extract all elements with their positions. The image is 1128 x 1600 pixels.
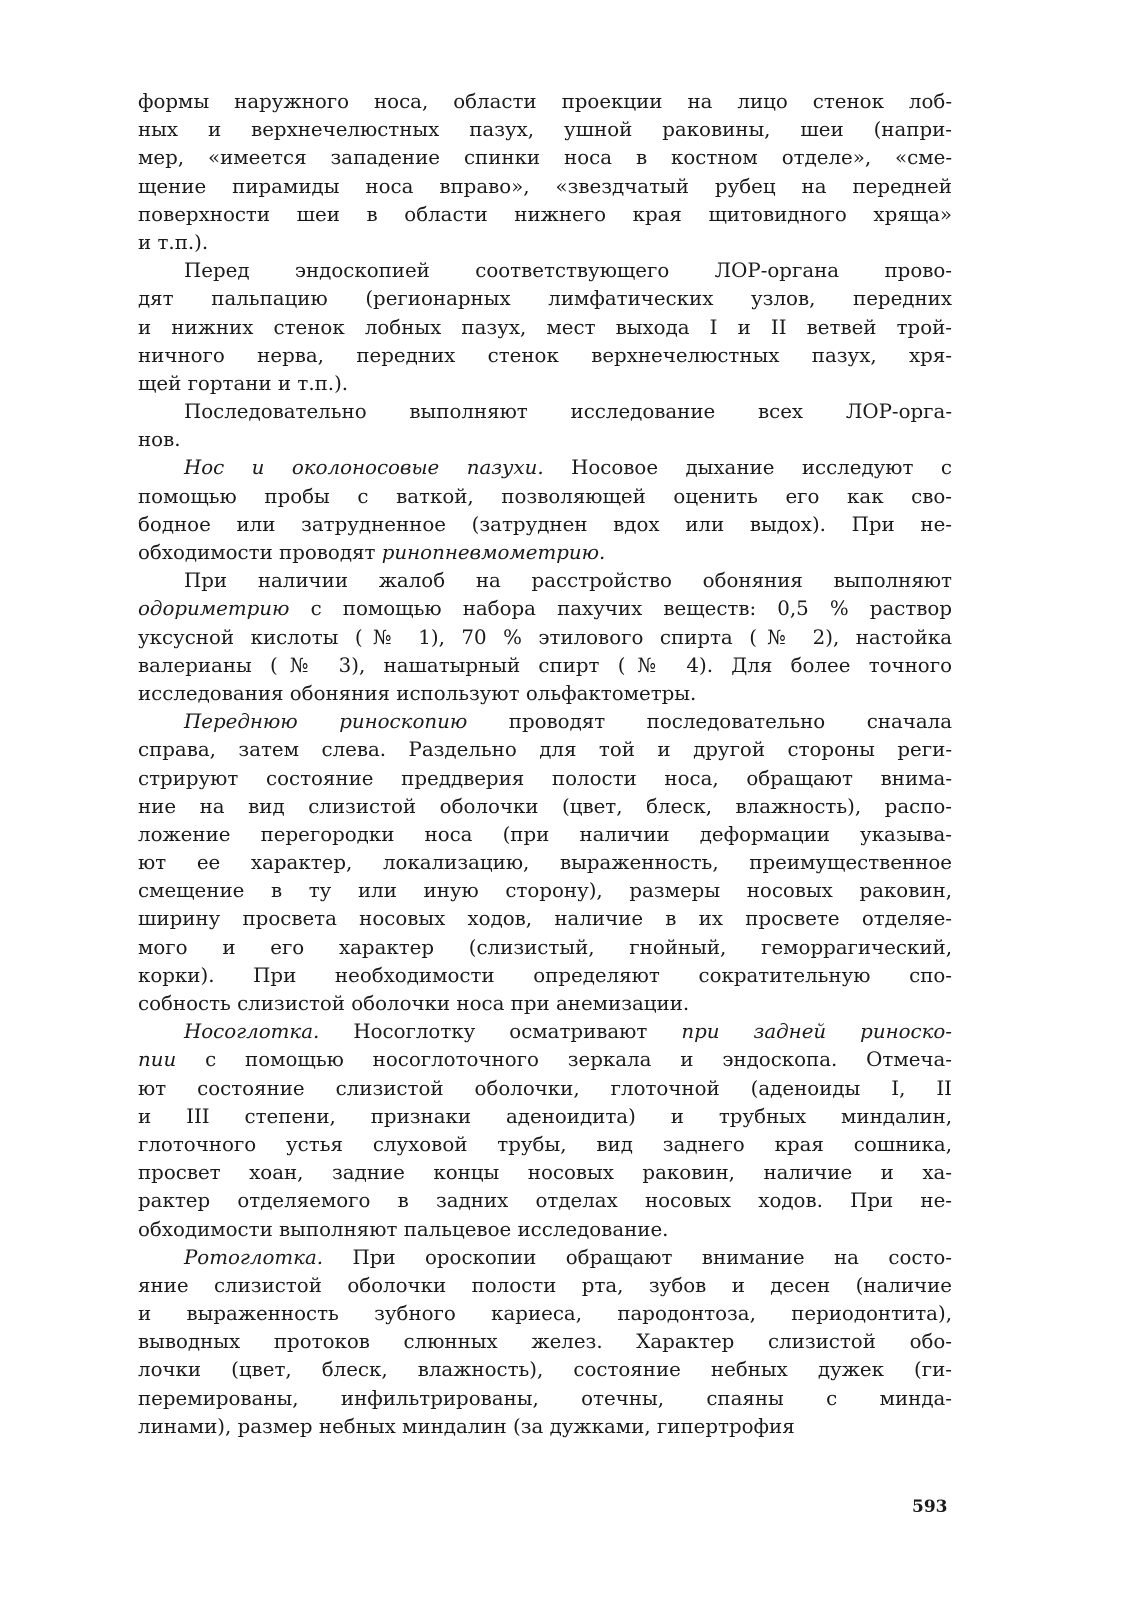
text-line (138, 116, 952, 144)
text-run: и III степени, признаки аденоидита) и трубных миндалин, (138, 1104, 952, 1128)
text-run: с помощью носоглоточного зеркала и эндоскопа. Отмеча- (176, 1048, 952, 1072)
text-run: корки). При необходимости определяют сократительную спо- (138, 963, 952, 987)
text-run: исследования обоняния используют ольфактометры. (138, 681, 697, 705)
italic-term: Ротоглотка. (184, 1245, 324, 1269)
text-line (138, 821, 952, 849)
text-run: мого и его характер (слизистый, гнойный, геморрагический, (138, 935, 952, 959)
text-line (138, 1046, 952, 1074)
text-run: формы наружного носа, области проекции на лицо стенок лоб- (138, 90, 952, 113)
text-line (138, 567, 952, 595)
text-run: и выраженность зубного кариеса, пародонтоза, периодонтита), (138, 1302, 952, 1326)
text-line (138, 144, 952, 172)
text-line (138, 849, 952, 877)
text-line (138, 1216, 952, 1244)
text-line (138, 539, 952, 567)
text-run: ют состояние слизистой оболочки, глоточной (аденоиды I, II (138, 1076, 952, 1100)
text-line (138, 765, 952, 793)
text-run: обходимости выполняют пальцевое исследование. (138, 1217, 669, 1241)
text-run: ние на вид слизистой оболочки (цвет, блеск, влажность), распо- (138, 794, 952, 818)
text-line (138, 1018, 952, 1046)
text-run: уксусной кислоты (№ 1), 70 % этилового спирта (№ 2), настойка (138, 625, 952, 649)
text-run: и т.п.). (138, 230, 209, 254)
text-line (138, 1328, 952, 1356)
text-line (138, 934, 952, 962)
text-run: с помощью набора пахучих веществ: 0,5 % раствор (289, 597, 952, 621)
text-run: мер, «имеется западение спинки носа в костном отделе», «сме- (138, 146, 952, 170)
italic-term: при задней риноско- (681, 1020, 952, 1044)
italic-term: Носоглотка. (184, 1020, 320, 1044)
text-run: перемированы, инфильтрированы, отечны, спаяны с минда- (138, 1386, 952, 1410)
text-line (138, 314, 952, 342)
italic-term: Нос и околоносовые пазухи. (184, 456, 544, 480)
text-line (138, 398, 952, 426)
text-run: рактер отделяемого в задних отделах носовых ходов. При не- (138, 1189, 952, 1213)
page-body (138, 88, 952, 1441)
text-run: дят пальпацию (регионарных лимфатических узлов, передних (138, 287, 952, 311)
text-run: ничного нерва, передних стенок верхнечелюстных пазух, хря- (138, 343, 952, 367)
text-line (138, 1103, 952, 1131)
text-run: смещение в ту или иную сторону), размеры носовых раковин, (138, 879, 952, 903)
text-run: Перед эндоскопией соответствующего ЛОР-органа прово- (184, 259, 952, 283)
italic-term: пии (138, 1048, 177, 1072)
text-run: выводных протоков слюнных желез. Характер слизистой обо- (138, 1330, 952, 1354)
text-line (138, 1159, 952, 1187)
text-line (138, 1131, 952, 1159)
text-run: проводят последовательно сначала (467, 710, 952, 734)
text-line (138, 962, 952, 990)
text-line (138, 1300, 952, 1328)
text-line (138, 285, 952, 313)
italic-term: Переднюю риноскопию (184, 710, 468, 734)
text-line (138, 1385, 952, 1413)
text-line (138, 708, 952, 736)
text-line (138, 905, 952, 933)
text-run: линами), размер небных миндалин (за дужками, гипертрофия (138, 1414, 795, 1438)
text-line (138, 877, 952, 905)
text-run: Носоглотку осматривают (319, 1020, 682, 1044)
text-run: просвет хоан, задние концы носовых раковин, наличие и ха- (138, 1161, 952, 1185)
text-run: ширину просвета носовых ходов, наличие в их просвете отделяе- (138, 907, 952, 931)
text-run: Последовательно выполняют исследование всех ЛОР-орга- (184, 400, 952, 424)
page-number: 593 (912, 1497, 948, 1517)
text-line (138, 624, 952, 652)
text-run: глоточного устья слуховой трубы, вид заднего края сошника, (138, 1132, 952, 1156)
text-run: собность слизистой оболочки носа при анемизации. (138, 992, 690, 1015)
italic-term: одориметрию (138, 597, 290, 621)
text-line (138, 342, 952, 370)
text-line (138, 426, 952, 454)
text-line (138, 1272, 952, 1300)
text-line (138, 257, 952, 285)
text-line (138, 511, 952, 539)
text-run: обходимости проводят (138, 541, 382, 564)
text-line (138, 1356, 952, 1384)
text-line (138, 990, 952, 1018)
text-run: яние слизистой оболочки полости рта, зубов и десен (наличие (138, 1273, 952, 1297)
text-line (138, 793, 952, 821)
text-line (138, 595, 952, 623)
text-run: ют ее характер, локализацию, выраженность, преимущественное (138, 851, 952, 875)
text-run: нов. (138, 428, 181, 452)
text-run: лочки (цвет, блеск, влажность), состояние небных дужек (ги- (138, 1358, 952, 1382)
text-line (138, 483, 952, 511)
text-run: и нижних стенок лобных пазух, мест выхода I и II ветвей трой- (138, 315, 952, 339)
text-run: бодное или затрудненное (затруднен вдох или выдох). При не- (138, 512, 952, 536)
text-line (138, 1075, 952, 1103)
text-line (138, 1244, 952, 1272)
text-run: валерианы (№ 3), нашатырный спирт (№ 4). Для более точного (138, 653, 952, 677)
text-run: При ороскопии обращают внимание на состо- (323, 1245, 952, 1269)
text-run: Носовое дыхание исследуют с (543, 456, 952, 480)
text-line (138, 370, 952, 398)
text-run: щей гортани и т.п.). (138, 371, 349, 395)
text-run: ных и верхнечелюстных пазух, ушной раковины, шеи (напри- (138, 118, 952, 142)
text-line (138, 173, 952, 201)
text-run: поверхности шеи в области нижнего края щитовидного хряща» (138, 202, 952, 226)
text-line (138, 201, 952, 229)
text-line (138, 229, 952, 257)
text-line (138, 652, 952, 680)
text-run: стрируют состояние преддверия полости носа, обращают внима- (138, 766, 952, 790)
text-line (138, 1187, 952, 1215)
text-run: справа, затем слева. Раздельно для той и другой стороны реги- (138, 738, 952, 762)
italic-term: ринопневмометрию. (381, 541, 606, 564)
text-run: помощью пробы с ваткой, позволяющей оценить его как сво- (138, 484, 952, 508)
text-run: При наличии жалоб на расстройство обоняния выполняют (184, 569, 952, 593)
text-line (138, 454, 952, 482)
text-line (138, 680, 952, 708)
text-run: щение пирамиды носа вправо», «звездчатый рубец на передней (138, 174, 952, 198)
text-line (138, 88, 952, 116)
text-line (138, 1413, 952, 1441)
text-run: ложение перегородки носа (при наличии деформации указыва- (138, 822, 952, 846)
text-line (138, 736, 952, 764)
